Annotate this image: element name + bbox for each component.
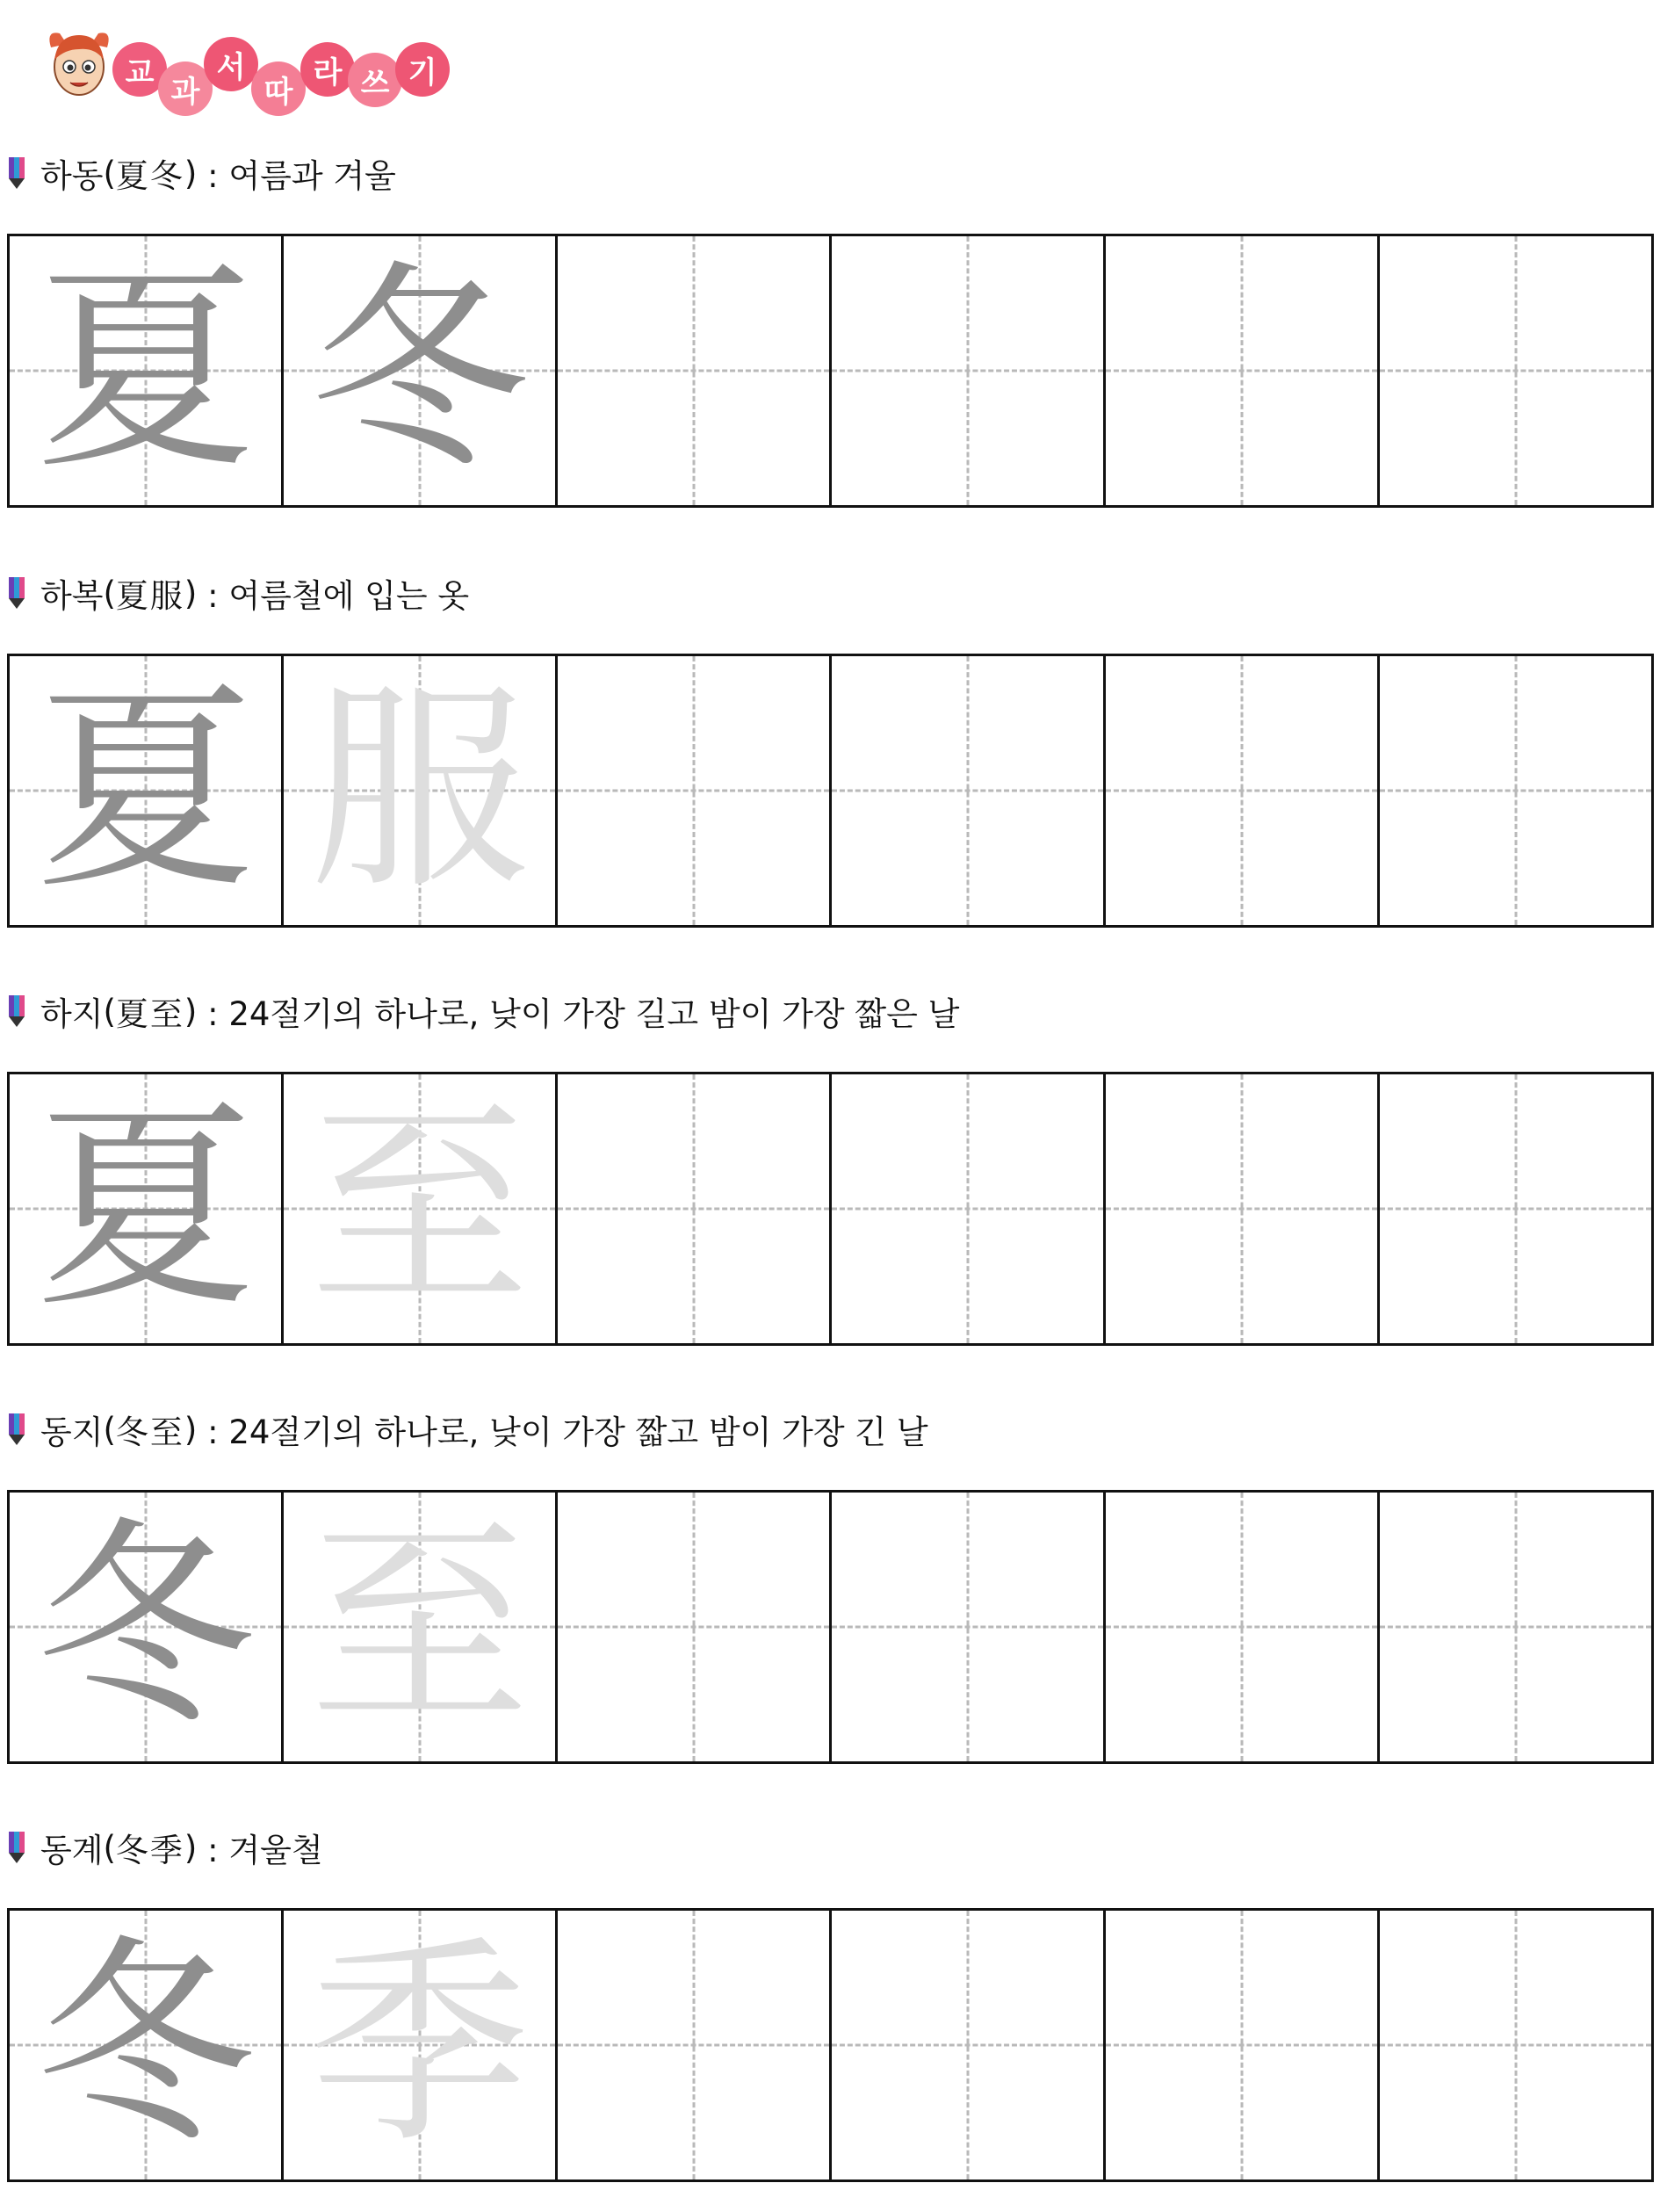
writing-cell[interactable] [1106, 1074, 1380, 1343]
practice-section [0, 989, 1660, 1376]
writing-cell[interactable] [1380, 236, 1651, 505]
pencil-icon [7, 1830, 26, 1865]
word-meaning: : 겨울철 [207, 1832, 323, 1869]
logo-char: 기 [395, 42, 450, 97]
word-text: 하지 [40, 995, 104, 1033]
trace-cell [10, 236, 284, 505]
writing-cell[interactable] [832, 1074, 1106, 1343]
word-text: 하복 [40, 577, 104, 615]
writing-cell[interactable] [1106, 236, 1380, 505]
writing-cell[interactable] [1106, 656, 1380, 925]
logo-char: 과 [158, 61, 213, 116]
word-heading: 동계 ( 冬季 ) : 겨울철 [7, 1825, 323, 1869]
trace-cell [10, 1911, 284, 2179]
word-text: 동지 [40, 1413, 104, 1451]
trace-cell [284, 1074, 558, 1343]
logo [26, 5, 483, 119]
word-text: 하동 [40, 157, 104, 195]
logo-char: 쓰 [348, 53, 402, 107]
writing-cell[interactable] [1106, 1493, 1380, 1761]
trace-cell [10, 656, 284, 925]
word-hanja: 冬至 [115, 1413, 184, 1451]
word-heading: 동지 ( 冬至 ) : 24절기의 하나로, 낮이 가장 짧고 밤이 가장 긴 날 [7, 1407, 928, 1451]
trace-glyph: 服 [309, 662, 530, 918]
writing-cell[interactable] [1380, 1911, 1651, 2179]
writing-grid [7, 234, 1654, 508]
practice-section [0, 571, 1660, 958]
word-text: 동계 [40, 1832, 104, 1869]
writing-cell[interactable] [558, 656, 832, 925]
writing-cell[interactable] [558, 1493, 832, 1761]
writing-cell[interactable] [558, 236, 832, 505]
trace-glyph: 季 [309, 1917, 530, 2172]
word-heading: 하복 ( 夏服 ) : 여름철에 입는 옷 [7, 571, 469, 615]
trace-cell [10, 1074, 284, 1343]
word-meaning: : 24절기의 하나로, 낮이 가장 짧고 밤이 가장 긴 날 [207, 1413, 928, 1451]
logo-char: 라 [300, 42, 355, 97]
trace-cell [284, 656, 558, 925]
pencil-icon [7, 994, 26, 1029]
trace-glyph: 夏 [35, 662, 256, 918]
trace-glyph: 冬 [309, 242, 530, 498]
word-meaning: : 여름과 겨울 [207, 157, 396, 195]
practice-section [0, 151, 1660, 538]
trace-glyph: 夏 [35, 242, 256, 498]
logo-char: 서 [204, 37, 258, 91]
practice-section [0, 1407, 1660, 1794]
word-heading: 하지 ( 夏至 ) : 24절기의 하나로, 낮이 가장 길고 밤이 가장 짧은 날 [7, 989, 959, 1033]
writing-grid [7, 654, 1654, 928]
writing-cell[interactable] [832, 656, 1106, 925]
writing-cell[interactable] [558, 1911, 832, 2179]
writing-grid [7, 1908, 1654, 2182]
word-hanja: 夏服 [115, 577, 184, 615]
pencil-icon [7, 155, 26, 191]
word-hanja: 冬季 [115, 1832, 184, 1869]
pencil-icon [7, 575, 26, 611]
writing-cell[interactable] [1380, 1493, 1651, 1761]
logo-char: 따 [251, 61, 306, 116]
word-heading: 하동 ( 夏冬 ) : 여름과 겨울 [7, 151, 396, 195]
trace-glyph: 至 [309, 1081, 530, 1336]
writing-cell[interactable] [558, 1074, 832, 1343]
word-hanja: 夏冬 [115, 157, 184, 195]
pencil-icon [7, 1412, 26, 1447]
trace-cell [10, 1493, 284, 1761]
writing-cell[interactable] [832, 236, 1106, 505]
practice-section [0, 1825, 1660, 2212]
word-meaning: : 24절기의 하나로, 낮이 가장 길고 밤이 가장 짧은 날 [207, 995, 960, 1033]
trace-cell [284, 236, 558, 505]
trace-glyph: 夏 [35, 1081, 256, 1336]
word-meaning: : 여름철에 입는 옷 [207, 577, 470, 615]
word-hanja: 夏至 [115, 995, 184, 1033]
writing-cell[interactable] [832, 1911, 1106, 2179]
trace-glyph: 冬 [35, 1917, 256, 2172]
writing-cell[interactable] [1380, 1074, 1651, 1343]
logo-char: 교 [112, 42, 167, 97]
trace-cell [284, 1911, 558, 2179]
trace-cell [284, 1493, 558, 1761]
writing-cell[interactable] [832, 1493, 1106, 1761]
trace-glyph: 至 [309, 1499, 530, 1754]
cartoon-girl-face-icon [46, 25, 112, 100]
writing-grid [7, 1490, 1654, 1764]
writing-cell[interactable] [1106, 1911, 1380, 2179]
writing-cell[interactable] [1380, 656, 1651, 925]
trace-glyph: 冬 [35, 1499, 256, 1754]
writing-grid [7, 1072, 1654, 1346]
